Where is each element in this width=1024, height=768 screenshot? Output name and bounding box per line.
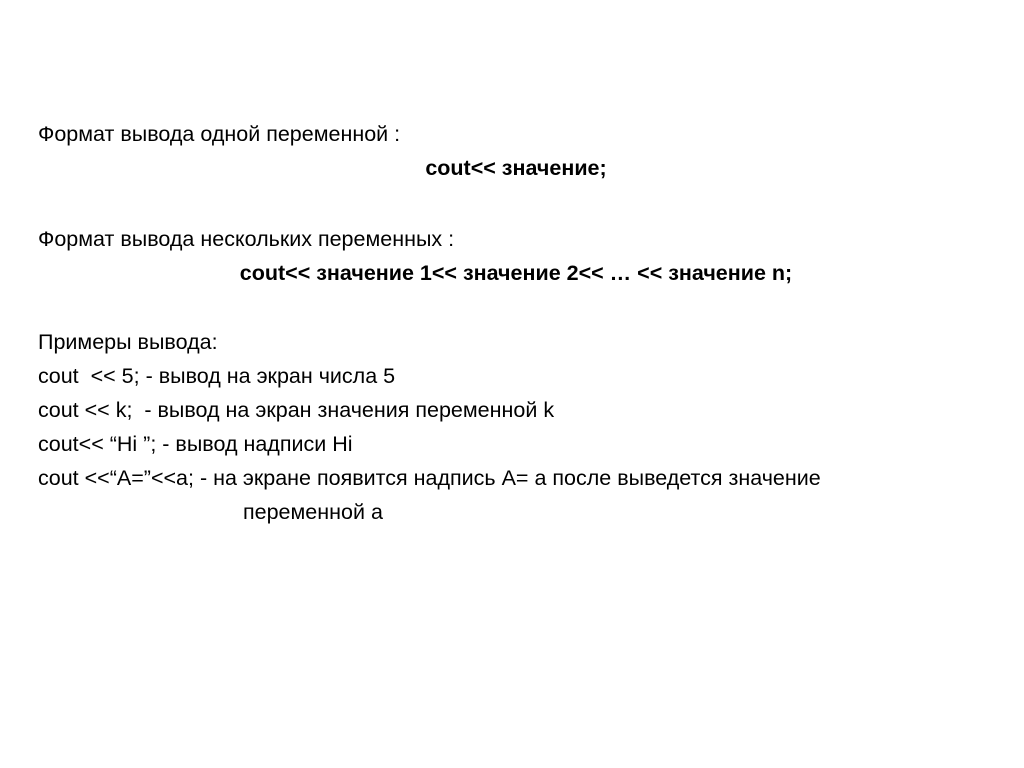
example-line: cout<< “Hi ”; - вывод надписи Hi [38,432,353,456]
example-line: cout << k; - вывод на экран значения переменной k [38,398,555,422]
example-line: cout << 5; - вывод на экран числа 5 [38,364,396,388]
multi-format-code: cout<< значение 1<< значение 2<< … << значение n; [239,261,793,285]
examples-heading: Примеры вывода: [38,330,218,354]
single-format-code: cout<< значение; [425,156,607,180]
example-continuation: переменной а [243,500,383,524]
multi-format-label: Формат вывода нескольких переменных : [38,227,455,251]
single-format-label: Формат вывода одной переменной : [38,122,401,146]
example-line: cout <<“A=”<<a; - на экране появится надпись А= а после выведется значение [38,466,821,490]
